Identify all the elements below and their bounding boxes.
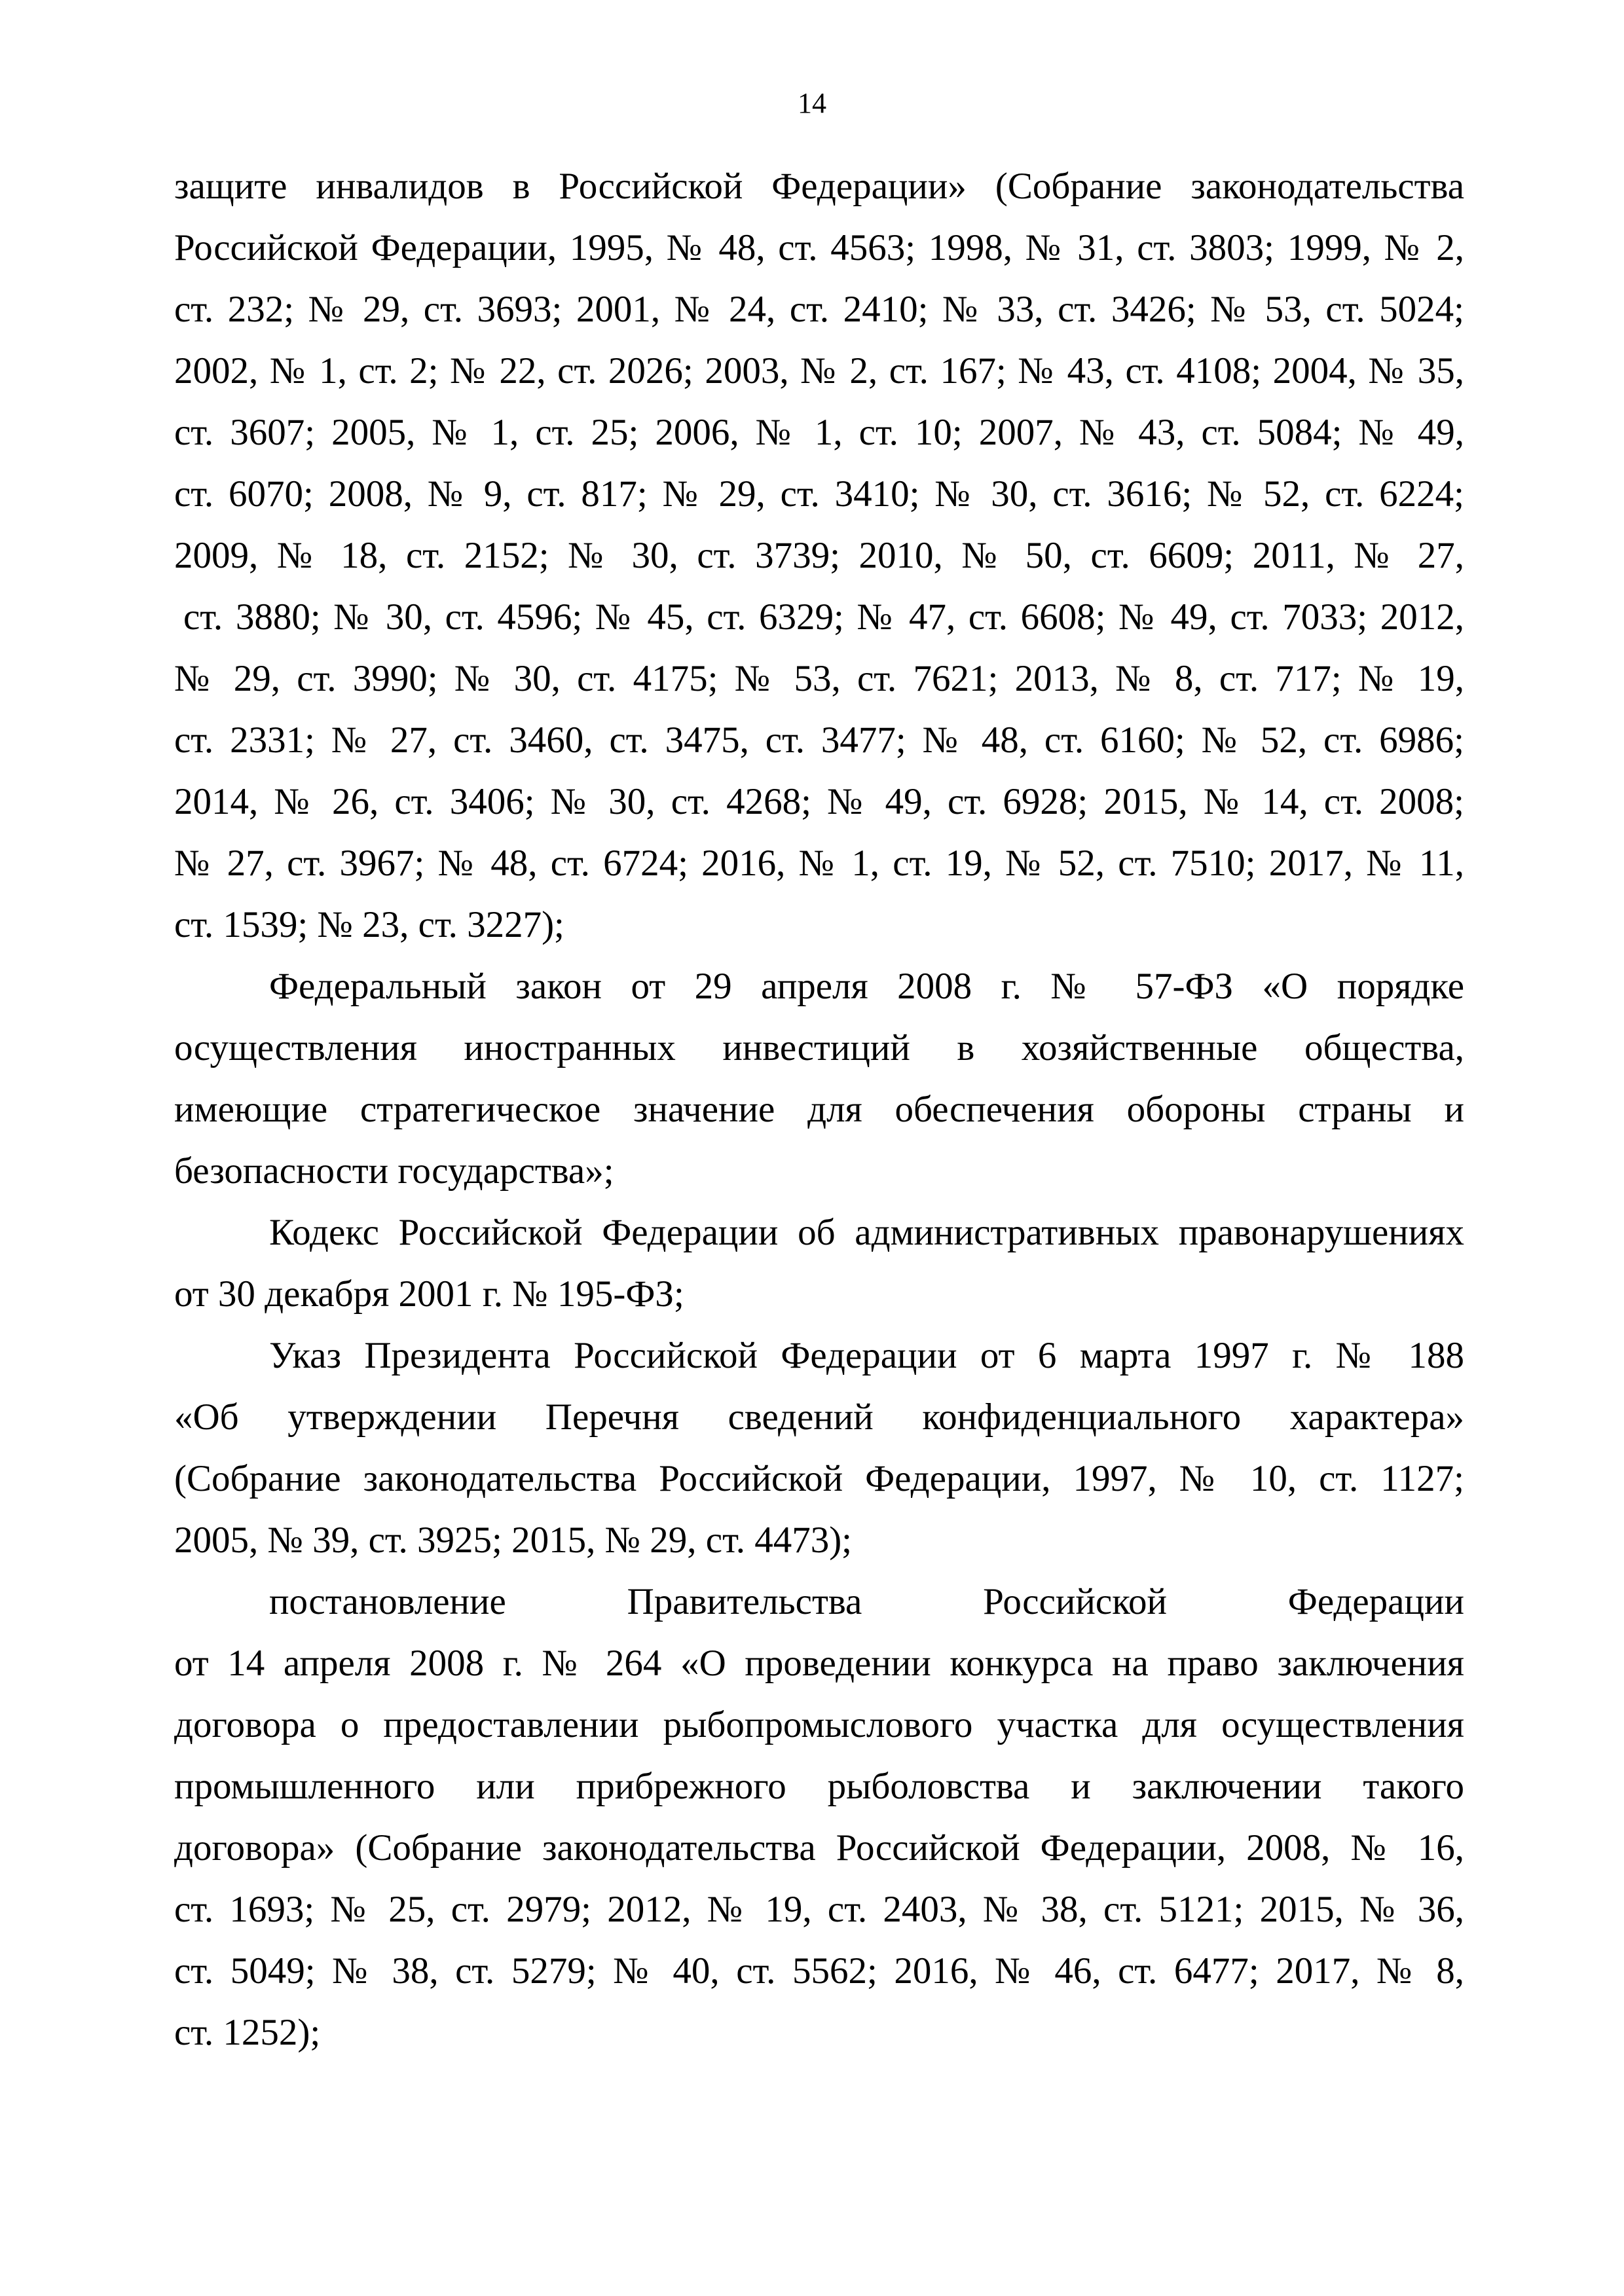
text-line: договора» (Собрание законодательства Российской Федерации, 2008, № 16,: [174, 1827, 1464, 1868]
text-line: имеющие стратегическое значение для обеспечения обороны страны и: [174, 1089, 1464, 1130]
text-line: ст. 2331; № 27, ст. 3460, ст. 3475, ст. 3477; № 48, ст. 6160; № 52, ст. 6986;: [174, 720, 1464, 761]
text-line: Российской Федерации, 1995, № 48, ст. 4563; 1998, № 31, ст. 3803; 1999, № 2,: [174, 227, 1464, 268]
text-line: ст. 3607; 2005, № 1, ст. 25; 2006, № 1, ст. 10; 2007, № 43, ст. 5084; № 49,: [174, 412, 1464, 453]
text-line: № 29, ст. 3990; № 30, ст. 4175; № 53, ст. 7621; 2013, № 8, ст. 717; № 19,: [174, 658, 1464, 699]
text-line: Указ Президента Российской Федерации от 6 марта 1997 г. № 188: [269, 1335, 1464, 1376]
text-line: ст. 1252);: [174, 2012, 321, 2053]
text-line: № 27, ст. 3967; № 48, ст. 6724; 2016, № 1, ст. 19, № 52, ст. 7510; 2017, № 11,: [174, 843, 1464, 884]
text-line: от 14 апреля 2008 г. № 264 «О проведении конкурса на право заключения: [174, 1643, 1464, 1684]
paragraph-decree-188: [174, 1325, 1464, 1571]
text-line: промышленного или прибрежного рыболовства и заключении такого: [174, 1766, 1464, 1807]
text-line: безопасности государства»;: [174, 1150, 614, 1192]
text-line: Кодекс Российской Федерации об административных правонарушениях: [269, 1212, 1464, 1253]
page-number: 14: [798, 87, 826, 119]
paragraph-federal-law-57: [174, 956, 1464, 1202]
text-line: ст. 5049; № 38, ст. 5279; № 40, ст. 5562; 2016, № 46, ст. 6477; 2017, № 8,: [174, 1950, 1464, 1992]
text-line: договора о предоставлении рыбопромыслового участка для осуществления: [174, 1704, 1464, 1745]
paragraph-resolution-264: [174, 1571, 1464, 2064]
text-line: (Собрание законодательства Российской Федерации, 1997, № 10, ст. 1127;: [174, 1458, 1464, 1499]
text-line: осуществления иностранных инвестиций в хозяйственные общества,: [174, 1027, 1464, 1068]
text-line: 2014, № 26, ст. 3406; № 30, ст. 4268; № 49, ст. 6928; 2015, № 14, ст. 2008;: [174, 781, 1464, 822]
text-line: ст. 232; № 29, ст. 3693; 2001, № 24, ст. 2410; № 33, ст. 3426; № 53, ст. 5024;: [174, 289, 1464, 330]
text-line: ст. 6070; 2008, № 9, ст. 817; № 29, ст. 3410; № 30, ст. 3616; № 52, ст. 6224;: [174, 473, 1464, 515]
text-line: 2005, № 39, ст. 3925; 2015, № 29, ст. 4473);: [174, 1520, 853, 1561]
text-line: от 30 декабря 2001 г. № 195-ФЗ;: [174, 1273, 684, 1315]
text-line: ст. 3880; № 30, ст. 4596; № 45, ст. 6329; № 47, ст. 6608; № 49, ст. 7033; 2012,: [183, 596, 1464, 638]
text-line: ст. 1693; № 25, ст. 2979; 2012, № 19, ст. 2403, № 38, ст. 5121; 2015, № 36,: [174, 1889, 1464, 1930]
text-line: постановление Правительства Российской Федерации: [269, 1581, 1464, 1622]
paragraph-koap: [174, 1202, 1464, 1325]
text-line: 2009, № 18, ст. 2152; № 30, ст. 3739; 2010, № 50, ст. 6609; 2011, № 27,: [174, 535, 1464, 576]
paragraph-continuation: [174, 156, 1464, 956]
text-line: «Об утверждении Перечня сведений конфиденциального характера»: [174, 1396, 1464, 1438]
document-body: [174, 156, 1464, 2064]
text-line: Федеральный закон от 29 апреля 2008 г. № 57-ФЗ «О порядке: [269, 966, 1464, 1007]
text-line: защите инвалидов в Российской Федерации» (Собрание законодательства: [174, 166, 1464, 207]
text-line: 2002, № 1, ст. 2; № 22, ст. 2026; 2003, № 2, ст. 167; № 43, ст. 4108; 2004, № 35,: [174, 350, 1464, 392]
text-line: ст. 1539; № 23, ст. 3227);: [174, 904, 564, 945]
